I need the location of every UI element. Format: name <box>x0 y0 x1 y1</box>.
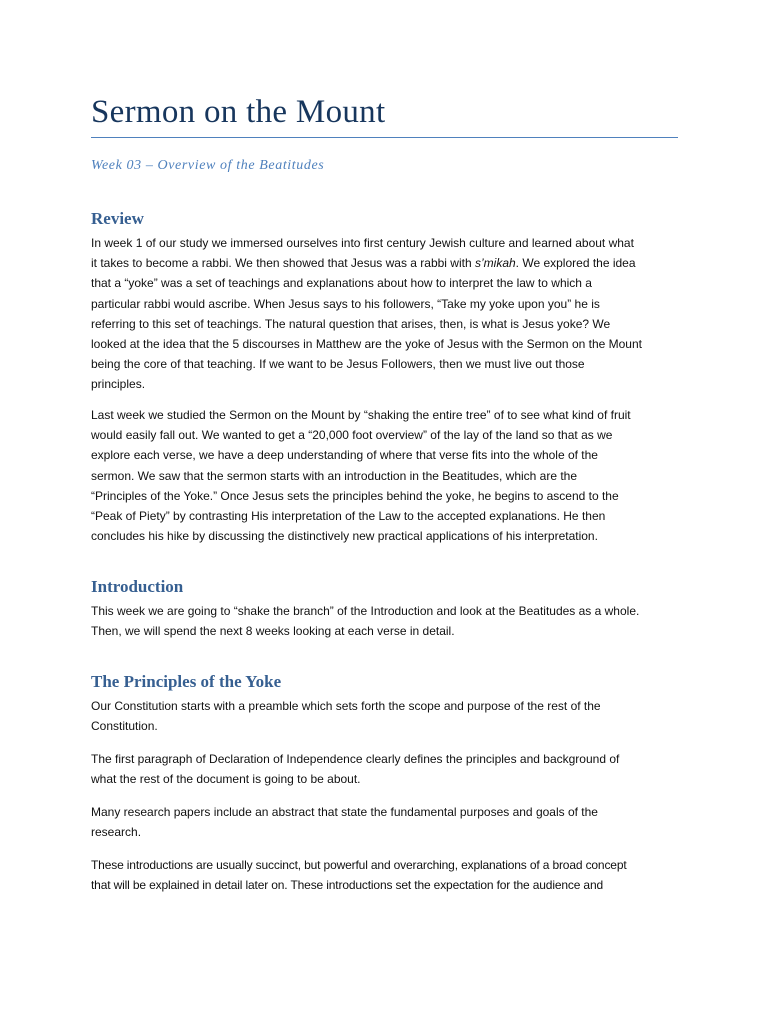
text-line: being the core of that teaching. If we want to be Jesus Followers, then we must live out those <box>91 357 585 372</box>
text-line: sermon. We saw that the sermon starts with an introduction in the Beatitudes, which are the <box>91 468 578 483</box>
text-line: This week we are going to “shake the branch” of the Introduction and look at the Beatitudes as a whole. <box>91 604 640 618</box>
document-subtitle: Week 03 – Overview of the Beatitudes <box>91 158 325 173</box>
text-line: referring to this set of teachings. The natural question that arises, then, is what is Jesus yoke? We <box>91 316 611 331</box>
principles-paragraph-4 <box>91 855 678 895</box>
text-line: that a “yoke” was a set of teachings and explanations about how to interpret the law to which a <box>91 276 592 291</box>
text-line: concludes his hike by discussing the distinctively new practical applications of his interpretation. <box>91 529 598 544</box>
text-line: These introductions are usually succinct, but powerful and overarching, explanations of a broad concept <box>91 858 627 872</box>
text-line: In week 1 of our study we immersed ourselves into first century Jewish culture and learned about what <box>91 236 634 250</box>
text-line: what the rest of the document is going to be about. <box>91 772 361 787</box>
text-line: explore each verse, we have a deep understanding of where that verse fits into the whole of the <box>91 448 598 463</box>
principles-paragraph-2 <box>91 749 678 789</box>
text-line: would easily fall out. We wanted to get a “20,000 foot overview” of the lay of the land so that as we <box>91 428 613 443</box>
text-line: Constitution. <box>91 719 158 734</box>
text-line: particular rabbi would ascribe. When Jesus says to his followers, “Take my yoke upon you” he is <box>91 296 600 311</box>
section-heading-review: Review <box>91 209 144 228</box>
text-line: research. <box>91 825 142 840</box>
review-paragraph-2 <box>91 405 678 546</box>
text-line: that will be explained in detail later on. These introductions set the expectation for the audience and <box>91 878 604 893</box>
text-line: The first paragraph of Declaration of Independence clearly defines the principles and background of <box>91 752 620 766</box>
text-line: it takes to become a rabbi. We then showed that Jesus was a rabbi with s’mikah. We explored the idea <box>91 256 636 271</box>
text-line: Then, we will spend the next 8 weeks looking at each verse in detail. <box>91 624 455 639</box>
principles-paragraph-3 <box>91 802 678 842</box>
principles-paragraph-1 <box>91 696 678 736</box>
title-underline-rule <box>91 137 678 138</box>
text-line: principles. <box>91 377 146 392</box>
section-heading-introduction: Introduction <box>91 577 184 596</box>
text-line: Our Constitution starts with a preamble which sets forth the scope and purpose of the rest of the <box>91 699 601 713</box>
introduction-paragraph <box>91 601 678 641</box>
text-line: “Peak of Piety” by contrasting His interpretation of the Law to the accepted explanations. He then <box>91 509 606 524</box>
text-line: “Principles of the Yoke.” Once Jesus sets the principles behind the yoke, he begins to ascend to the <box>91 488 619 503</box>
review-paragraph-1 <box>91 233 678 395</box>
text-line: Many research papers include an abstract that state the fundamental purposes and goals of the <box>91 805 598 819</box>
text-line: looked at the idea that the 5 discourses in Matthew are the yoke of Jesus with the Sermon on the Mount <box>91 337 642 352</box>
section-heading-principles-of-the-yoke: The Principles of the Yoke <box>91 672 282 691</box>
text-line: Last week we studied the Sermon on the Mount by “shaking the entire tree” of to see what kind of fruit <box>91 408 631 422</box>
document-title: Sermon on the Mount <box>91 94 386 130</box>
